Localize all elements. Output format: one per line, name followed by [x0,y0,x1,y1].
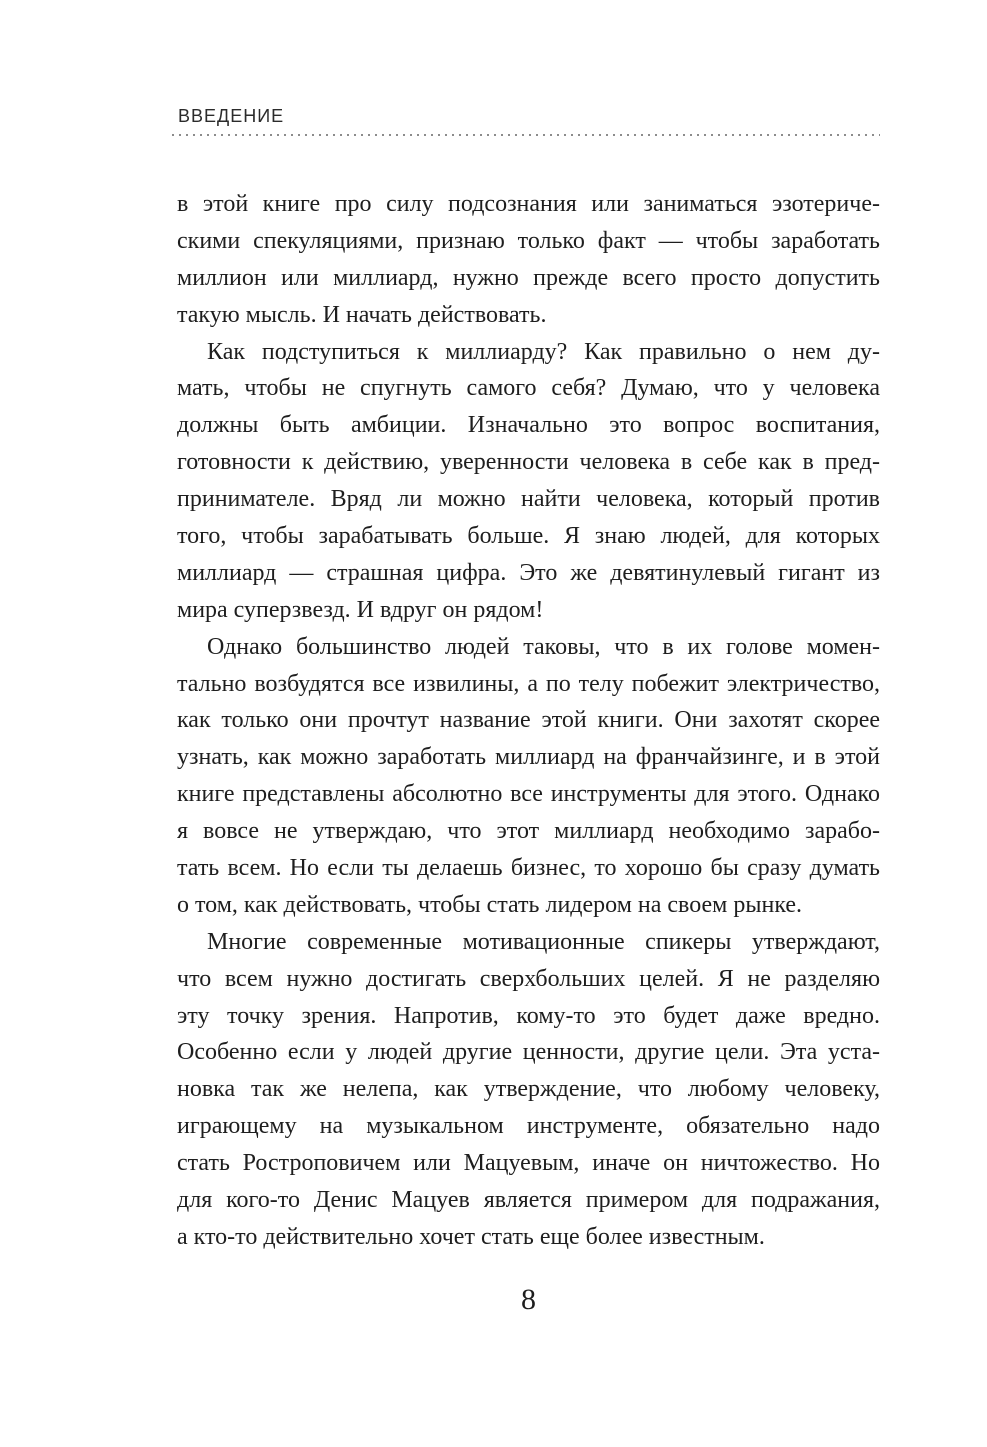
text-line: стать Ростроповичем или Мацуевым, иначе он ничтожество. Но [177,1150,880,1177]
text-line: для кого-то Денис Мацуев является примером для подражания, [177,1187,880,1214]
text-line: новка так же нелепа, как утверждение, что любому человеку, [177,1076,880,1103]
text-line: должны быть амбиции. Изначально это вопрос воспитания, [177,412,880,439]
text-line: узнать, как можно заработать миллиард на франчайзинге, и в этой [177,744,880,771]
text-line: миллиард — страшная цифра. Это же девятинулевый гигант из [177,559,880,586]
body-text [177,186,880,1256]
text-line: как только они прочтут название этой книги. Они захотят скорее [177,707,880,734]
paragraph [177,629,880,924]
text-line: эту точку зрения. Напротив, кому-то это будет даже вредно. [177,1002,880,1029]
paragraph [177,334,880,629]
text-line: что всем нужно достигать сверхбольших целей. Я не разделяю [177,965,880,992]
text-line: мира суперзвезд. И вдруг он рядом! [177,596,544,623]
text-line: принимателе. Вряд ли можно найти человека, который против [177,486,880,513]
text-line: такую мысль. И начать действовать. [177,301,547,328]
text-line: тать всем. Но если ты делаешь бизнес, то хорошо бы сразу думать [177,855,880,882]
text-line: Однако большинство людей таковы, что в их голове момен- [207,633,880,660]
text-line: тально возбудятся все извилины, а по телу побежит электричество, [177,670,880,697]
text-line: скими спекуляциями, признаю только факт — чтобы заработать [177,227,880,254]
paragraph [177,924,880,1256]
text-line: играющему на музыкальном инструменте, обязательно надо [177,1113,880,1140]
text-line: а кто-то действительно хочет стать еще более известным. [177,1223,765,1250]
text-line: Особенно если у людей другие ценности, другие цели. Эта уста- [177,1039,880,1066]
chapter-title: ВВЕДЕНИЕ [178,106,285,126]
text-line: мать, чтобы не спугнуть самого себя? Думаю, что у человека [177,375,880,402]
chapter-header [172,106,880,136]
text-line: Как подступиться к миллиарду? Как правильно о нем ду- [207,338,880,365]
text-line: о том, как действовать, чтобы стать лидером на своем рынке. [177,891,803,918]
text-line: я вовсе не утверждаю, что этот миллиард необходимо зарабо- [177,818,880,845]
text-line: в этой книге про силу подсознания или заниматься эзотериче- [177,191,880,217]
dotted-rule [172,134,880,136]
paragraph [177,186,880,334]
text-line: готовности к действию, уверенности человека в себе как в пред- [177,449,880,476]
text-line: книге представлены абсолютно все инструменты для этого. Однако [177,781,880,808]
text-line: Многие современные мотивационные спикеры утверждают, [207,928,880,955]
page-number: 8 [521,1283,536,1316]
text-line: миллион или миллиард, нужно прежде всего просто допустить [177,264,880,291]
text-line: того, чтобы зарабатывать больше. Я знаю людей, для которых [177,523,880,550]
